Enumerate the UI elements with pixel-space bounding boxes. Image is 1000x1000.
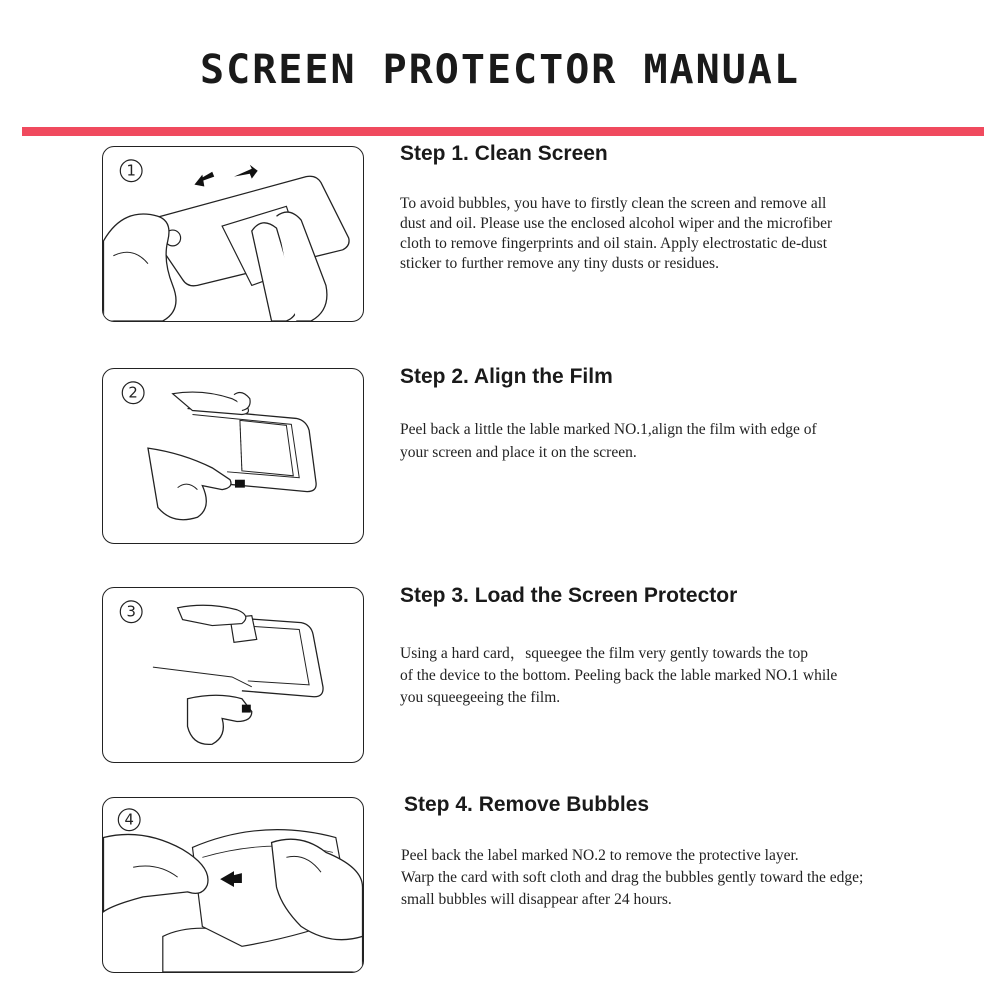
step-4-heading: Step 4. Remove Bubbles	[404, 793, 650, 816]
step-4-line: small bubbles will disappear after 24 hours.	[401, 891, 672, 908]
step-4-description	[401, 846, 921, 910]
step-4-number: 4	[124, 811, 134, 829]
step-2-line: your screen and place it on the screen.	[400, 444, 637, 461]
step-1-line: To avoid bubbles, you have to firstly clean the screen and remove all	[400, 195, 827, 212]
page-title: SCREEN PROTECTOR MANUAL	[200, 47, 800, 93]
step-3-heading: Step 3. Load the Screen Protector	[400, 584, 738, 607]
step-1-line: sticker to further remove any tiny dusts or residues.	[400, 255, 719, 272]
hand-wiping-phone-icon	[103, 147, 363, 321]
hands-loading-protector-icon	[103, 588, 363, 762]
step-3-number: 3	[126, 603, 136, 621]
step-1-illustration	[102, 146, 364, 322]
accent-divider	[22, 127, 984, 136]
step-3-illustration	[102, 587, 364, 763]
step-2-description	[400, 420, 920, 463]
step-3-line: you squeegeeing the film.	[400, 689, 561, 706]
step-1-number: 1	[126, 162, 136, 180]
step-1-description	[400, 194, 920, 274]
step-1-line: cloth to remove fingerprints and oil stain. Apply electrostatic de-dust	[400, 235, 828, 252]
step-4-line: Warp the card with soft cloth and drag the bubbles gently toward the edge;	[401, 869, 864, 886]
step-1-line: dust and oil. Please use the enclosed alcohol wiper and the microfiber	[400, 215, 833, 232]
step-1-heading: Step 1. Clean Screen	[400, 142, 608, 165]
step-4-line: Peel back the label marked NO.2 to remove the protective layer.	[401, 847, 799, 864]
hands-aligning-film-icon	[103, 369, 363, 543]
step-4-illustration	[102, 797, 364, 973]
step-2-illustration	[102, 368, 364, 544]
step-2-number: 2	[128, 384, 138, 402]
step-3-description	[400, 644, 920, 708]
step-2-line: Peel back a little the lable marked NO.1,align the film with edge of	[400, 421, 817, 438]
step-3-line: of the device to the bottom. Peeling back the lable marked NO.1 while	[400, 667, 838, 684]
step-3-line: Using a hard card，squeegee the film very gently towards the top	[400, 645, 809, 662]
hands-removing-bubbles-icon	[103, 798, 363, 972]
step-2-heading: Step 2. Align the Film	[400, 365, 613, 388]
